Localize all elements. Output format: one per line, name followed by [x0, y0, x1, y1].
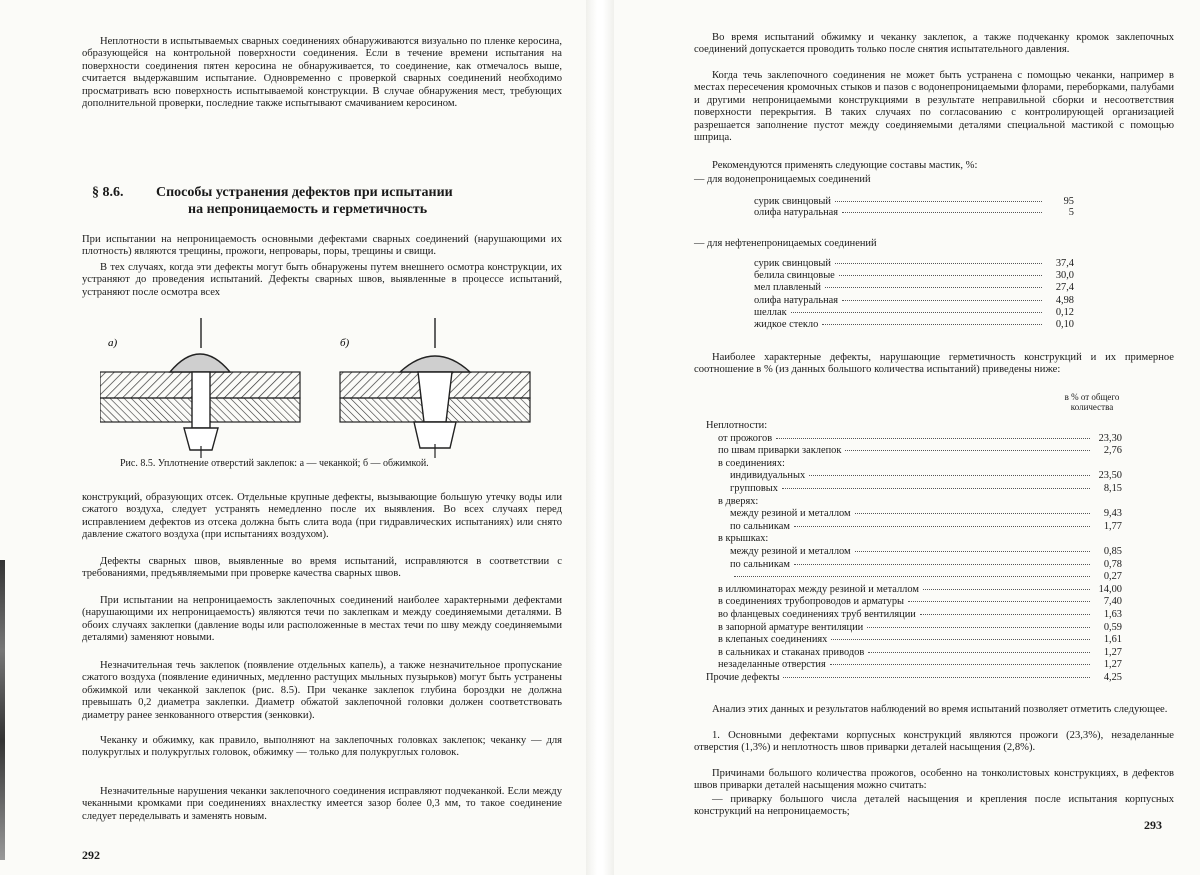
comp1-row	[754, 196, 1074, 207]
defects-row	[718, 647, 1122, 658]
paragraph-3: В тех случаях, когда эти дефекты могут быть обнаружены путем внешнего осмотра конструкции, их устраняют до проведения испытаний. Дефекты сварных швов, выявленные в процессе испытаний, устраняют после осмотра всех	[82, 262, 562, 298]
dot-leader	[825, 287, 1042, 288]
dot-leader	[794, 526, 1090, 527]
comp2-value: 37,4	[1055, 258, 1074, 269]
defects-row	[730, 571, 1122, 582]
defects-row	[718, 634, 1122, 645]
comp2-label: белила свинцовые	[754, 270, 835, 282]
defects-row	[718, 659, 1122, 670]
defects-value: 1,61	[1103, 634, 1122, 646]
defects-label: от прожогов	[718, 432, 773, 444]
page-number-left: 292	[82, 848, 100, 862]
comp1-label: сурик свинцовый	[754, 196, 831, 207]
defects-label: в иллюминаторах между резиной и металлом	[718, 583, 919, 595]
dot-leader	[868, 652, 1090, 653]
paragraph-6: При испытании на непроницаемость заклепочных соединений наиболее характерными дефектами (нарушающими их непроницаемость) являются течи по заклепкам и между соединяемыми деталями. В обоих случаях заклепки (давление воды или расположенные в местах течи по шву между соединяемыми деталями) заменяют новыми.	[82, 595, 562, 644]
defects-value: 8,15	[1103, 483, 1122, 494]
defects-row	[718, 445, 1122, 456]
dot-leader	[783, 677, 1090, 678]
defects-value: 14,00	[1098, 583, 1122, 595]
defects-label: индивидуальных	[730, 470, 806, 482]
defects-row	[730, 483, 1122, 494]
comp2-value: 0,10	[1055, 319, 1074, 330]
defects-value: 7,40	[1103, 596, 1122, 608]
defects-value: 1,77	[1103, 520, 1122, 532]
paragraph-2: При испытании на непроницаемость основными дефектами сварных соединений (нарушающими их плотность) являются трещины, прожоги, непровары, поры, трещины и свищи.	[82, 234, 562, 258]
defects-value: 23,30	[1098, 432, 1122, 444]
defects-row	[718, 609, 1122, 620]
defects-row	[730, 521, 1122, 532]
composition-2-title: — для нефтенепроницаемых соединений	[694, 238, 877, 249]
dot-leader	[835, 201, 1042, 202]
defects-label: Прочие дефекты	[706, 672, 780, 683]
comp1-value: 95	[1063, 196, 1074, 207]
comp2-label: шеллак	[754, 306, 787, 318]
defects-label: в крышках:	[718, 533, 769, 545]
comp2-label: сурик свинцовый	[754, 258, 831, 269]
defects-row	[718, 458, 1122, 469]
comp2-label: олифа натуральная	[754, 294, 839, 306]
comp2-value: 0,12	[1055, 306, 1074, 318]
paragraph-9: Незначительные нарушения чеканки заклепочного соединения исправляют подчеканкой. Если между чеканными кромками при соединениях внахлестку имеется зазор более 0,3 мм, то такое соединение следует переделывать и заменять новым.	[82, 786, 562, 822]
defects-label: в соединениях:	[718, 457, 785, 469]
comp2-row	[754, 258, 1074, 269]
dot-leader	[867, 627, 1090, 628]
defects-label: Неплотности:	[706, 420, 768, 431]
dot-leader	[839, 275, 1042, 276]
figure-rivet-sealing	[100, 318, 540, 468]
paragraph-8: Чеканку и обжимку, как правило, выполняют на заклепочных головках заклепок; чеканку — для полукруглых и полукруглых головок, обжимку — только для полукруглых головок.	[82, 735, 562, 759]
diagram-a	[100, 318, 300, 458]
dot-leader	[794, 564, 1090, 565]
defects-label: в клепаных соединениях	[718, 634, 828, 646]
defects-label: в запорной арматуре вентиляции	[718, 621, 864, 633]
dot-leader	[822, 324, 1042, 325]
comp2-row	[754, 270, 1074, 281]
defects-value: 1,27	[1103, 659, 1122, 671]
dot-leader	[842, 212, 1042, 213]
defects-label: групповых	[730, 483, 778, 494]
defects-row	[730, 508, 1122, 519]
scan-edge-mark	[0, 560, 5, 860]
paragraph-r2: Когда течь заклепочного соединения не может быть устранена с помощью чеканки, например в местах пересечения кромочных стыков и пазов с водонепроницаемыми флорами, переборками, палубами и другими непроницаемыми конструкциями в результате неправильной сборки и несоответствия поверхности перекрытия. В таких случаях по согласованию с контролирующей организацией разрешается заполнение пустот между соединяемыми деталями специальной мастикой с помощью шприца.	[694, 70, 1174, 144]
defects-label: между резиной и металлом	[730, 546, 851, 557]
section-title-line2: на непроницаемость и герметичность	[188, 202, 428, 217]
dot-leader	[908, 601, 1090, 602]
dot-leader	[855, 551, 1090, 552]
paragraph-5: Дефекты сварных швов, выявленные во время испытаний, исправляются в соответствии с требованиями, предъявляемыми при проверке качества сварных швов.	[82, 556, 562, 580]
defects-label: незаделанные отверстия	[718, 659, 826, 671]
defects-row	[706, 420, 1122, 431]
dot-leader	[782, 488, 1090, 489]
dot-leader	[920, 614, 1090, 615]
defects-row	[730, 559, 1122, 570]
dot-leader	[842, 300, 1042, 301]
paragraph-r8: — приварку большого числа деталей насыщения и крепления после испытания корпусных конструкций на непроницаемость;	[694, 794, 1174, 818]
comp1-label: олифа натуральная	[754, 207, 839, 218]
defects-value: 23,50	[1098, 470, 1122, 482]
comp2-row	[754, 295, 1074, 306]
defects-row	[718, 584, 1122, 595]
paragraph-r3: Рекомендуются применять следующие составы мастик, %:	[712, 160, 978, 171]
defects-row	[718, 496, 1122, 507]
defects-value: 0,59	[1103, 621, 1122, 633]
dot-leader	[845, 450, 1090, 451]
defects-value: 1,27	[1103, 646, 1122, 658]
paragraph-r5: Анализ этих данных и результатов наблюдений во время испытаний позволяет отметить следующее.	[712, 704, 1168, 715]
book-gutter	[586, 0, 614, 875]
paragraph-1: Неплотности в испытываемых сварных соединениях обнаруживаются визуально по пленке керосина, образующейся на контрольной поверхности соединения. Если в течение времени испытания на поверхности соединения пятен керосина не обнаруживается, то соединение, как отмечалось выше, считается выдержавшим испытание. Одновременно с проверкой сварных соединений необходимо просматривать всю поверхность испытываемой конструкции. В случае обнаружения мест, требующих дополнительной проверки, последние также испытывают смачиванием керосином.	[82, 36, 562, 110]
defects-row	[706, 672, 1122, 683]
diagram-b	[340, 318, 530, 458]
defects-value: 9,43	[1103, 508, 1122, 520]
comp2-label: жидкое стекло	[754, 319, 819, 330]
dot-leader	[830, 664, 1090, 665]
defects-label: в дверях:	[718, 495, 759, 507]
paragraph-r1: Во время испытаний обжимку и чеканку заклепок, а также подчеканку кромок заклепочных соединений допускается проводить только после снятия испытательного давления.	[694, 32, 1174, 56]
defects-value: 2,76	[1103, 445, 1122, 457]
comp2-row	[754, 307, 1074, 318]
dot-leader	[855, 513, 1090, 514]
dot-leader	[923, 589, 1090, 590]
dot-leader	[791, 312, 1042, 313]
comp2-row	[754, 319, 1074, 330]
figure-caption: Рис. 8.5. Уплотнение отверстий заклепок: а — чеканкой; б — обжимкой.	[120, 458, 429, 469]
paragraph-r7: Причинами большого количества прожогов, особенно на тонколистовых конструкциях, в дефектов швов приварки деталей насыщения можно считать:	[694, 768, 1174, 792]
paragraph-4: конструкций, образующих отсек. Отдельные крупные дефекты, вызывающие большую утечку воды или сжатого воздуха, следует устранять немедленно после их выявления. Во всех случаях перед исправлением дефектов из отсека должна быть слита вода (при гидравлических испытаниях) или снято давление сжатого воздуха (при испытаниях воздухом).	[82, 492, 562, 541]
comp1-row	[754, 207, 1074, 218]
defects-row	[718, 433, 1122, 444]
dot-leader	[809, 475, 1090, 476]
dot-leader	[734, 576, 1090, 577]
dot-leader	[776, 438, 1090, 439]
defects-row	[718, 596, 1122, 607]
defects-row	[730, 546, 1122, 557]
left-page	[0, 0, 586, 875]
paragraph-7: Незначительная течь заклепок (появление отдельных капель), а также незначительное пропускание сжатого воздуха (появление единичных, медленно растущих мыльных пузырьков) могут быть устранены обжимкой или чеканкой заклепок (рис. 8.5). При чеканке заклепок глубина бороздки не должна превышать 0,2 диаметра заклепки. Диаметр обжатой заклепочной головки должен соответствовать диаметру ранее зенкованного отверстия (зенковки).	[82, 660, 562, 721]
defects-label: по швам приварки заклепок	[718, 445, 842, 457]
dot-leader	[831, 639, 1090, 640]
section-number: § 8.6.	[92, 185, 124, 200]
comp2-value: 27,4	[1055, 282, 1074, 294]
comp2-label: мел плавленый	[754, 282, 821, 294]
comp2-row	[754, 282, 1074, 293]
label-b: б)	[340, 337, 350, 349]
page-number-right: 293	[1144, 818, 1162, 832]
defects-label: в сальниках и стаканах приводов	[718, 646, 865, 658]
table-header: в % от общего количества	[1064, 392, 1120, 412]
defects-row	[718, 622, 1122, 633]
defects-row	[730, 470, 1122, 481]
defects-label: по сальникам	[730, 520, 790, 532]
comp2-value: 30,0	[1055, 270, 1074, 282]
comp2-value: 4,98	[1055, 294, 1074, 306]
defects-label: между резиной и металлом	[730, 508, 851, 520]
defects-value: 0,85	[1103, 546, 1122, 557]
rivet-diagram	[100, 318, 540, 458]
right-page	[614, 0, 1200, 875]
section-title-line1: Способы устранения дефектов при испытании	[156, 185, 453, 200]
comp1-value: 5	[1068, 207, 1074, 218]
defects-label: в соединениях трубопроводов и арматуры	[718, 596, 904, 608]
defects-label: во фланцевых соединениях труб вентиляции	[718, 609, 916, 620]
dot-leader	[835, 263, 1042, 264]
paragraph-r4: Наиболее характерные дефекты, нарушающие герметичность конструкций и их примерное соотношение в % (из данных большого количества испытаний) приведены ниже:	[694, 352, 1174, 376]
defects-label: по сальникам	[730, 558, 790, 570]
defects-row	[718, 533, 1122, 544]
section-heading	[92, 184, 562, 218]
defects-value: 1,63	[1103, 609, 1122, 620]
paragraph-r6: 1. Основными дефектами корпусных конструкций являются прожоги (23,3%), незаделанные отверстия (1,3%) и неплотность швов приварки деталей насыщения (2,8%).	[694, 730, 1174, 754]
composition-1-title: — для водонепроницаемых соединений	[694, 174, 871, 185]
defects-value: 4,25	[1103, 672, 1122, 683]
defects-value: 0,78	[1103, 558, 1122, 570]
label-a: а)	[108, 337, 118, 349]
defects-value: 0,27	[1103, 571, 1122, 583]
